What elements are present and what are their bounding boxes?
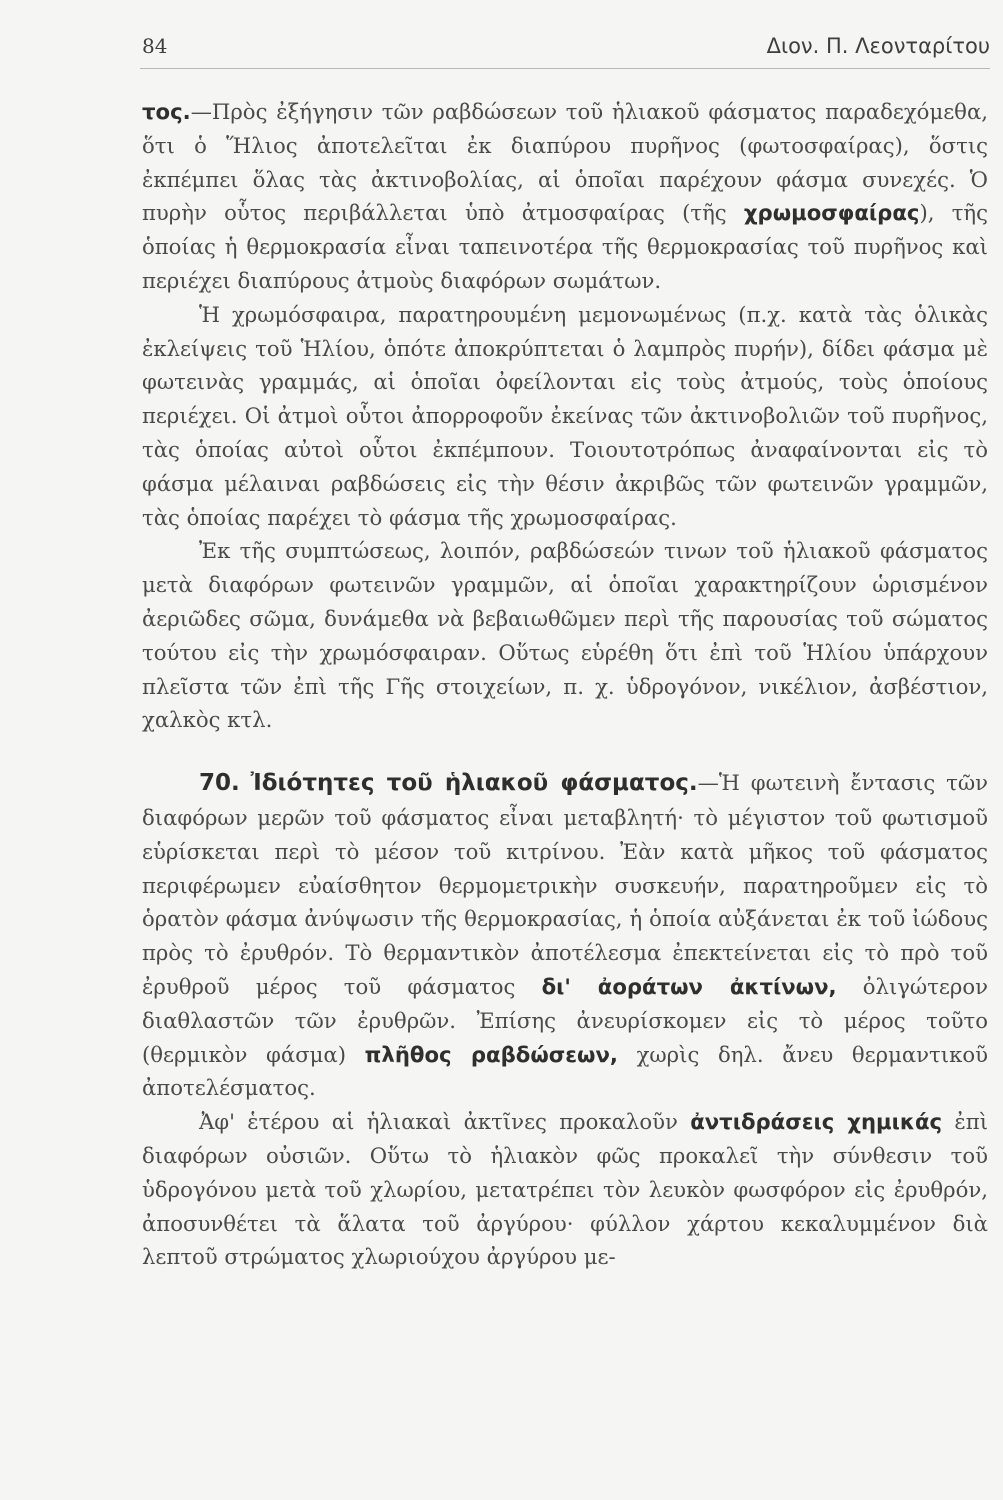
running-head: Διον. Π. Λεονταρίτου	[766, 34, 990, 58]
paragraph-1-text-a: —Πρὸς ἐξήγησιν τῶν ραβδώσεων τοῦ ἡλιακοῦ φάσματος παραδεχόμεθα, ὅτι ὁ Ἥλιος ἀποτελεῖται ἐκ διαπύρου πυρῆνος (φωτοσφαίρας), ὅστις ἐκπέμπει ὅλας τὰς ἀκτινοβολίας, αἱ ὁποῖαι παρέχουν φάσμα συνεχές. Ὁ πυρὴν οὗτος περιβάλλεται ὑπὸ ἀτμοσφαίρας (τῆς	[142, 99, 988, 226]
section-text-a: —Ἡ φωτεινὴ ἔντασις τῶν διαφόρων μερῶν τοῦ φάσματος εἶναι μεταβλητή· τὸ μέγιστον τοῦ φωτισμοῦ εὑρίσκεται περὶ τὸ μέσον τοῦ κιτρίνου. Ἐὰν κατὰ μῆκος τοῦ φάσματος περιφέρωμεν εὐαίσθητον θερμομετρικὴν συσκευήν, παρατηροῦμεν εἰς τὸ ὁρατὸν φάσμα ἀνύψωσιν τῆς θερμοκρασίας, ἡ ὁποία αὐξάνεται ἐκ τοῦ ἰώδους πρὸς τὸ ἐρυθρόν. Τὸ θερμαντικὸν ἀποτέλεσμα ἐπεκτείνεται εἰς τὸ πρὸ τοῦ ἐρυθροῦ μέρος τοῦ φάσματος	[142, 770, 988, 999]
section-text-c: χωρὶς δηλ. ἄνευ θερμαντικοῦ ἀποτελέσματος.	[142, 1041, 988, 1101]
section-text-b: ὀλιγώτερον διαθλαστῶν τῶν ἐρυθρῶν. Ἐπίσης ἀνευρίσκομεν εἰς τὸ μέρος τοῦτο (θερμικὸν φάσμα)	[142, 973, 988, 1067]
paragraph-5-text-a: Ἀφ' ἑτέρου αἱ ἡλιακαὶ ἀκτῖνες προκαλοῦν	[199, 1109, 691, 1135]
section-70	[142, 766, 988, 1105]
paragraph-3: Ἐκ τῆς συμπτώσεως, λοιπόν, ραβδώσεών τινων τοῦ ἡλιακοῦ φάσματος μετὰ διαφόρων φωτεινῶν γραμμῶν, αἱ ὁποῖαι χαρακτηρίζουν ὡρισμένον ἀεριῶδες σῶμα, δυνάμεθα νὰ βεβαιωθῶμεν περὶ τῆς παρουσίας τοῦ σώματος τούτου εἰς τὴν χρωμόσφαιραν. Οὕτως εὑρέθη ὅτι ἐπὶ τοῦ Ἡλίου ὑπάρχουν πλεῖστα τῶν ἐπὶ τῆς Γῆς στοιχείων, π. χ. ὑδρογόνον, νικέλιον, ἀσβέστιον, χαλκὸς κτλ.	[142, 538, 988, 733]
body-text	[142, 95, 988, 1274]
paragraph-5	[142, 1105, 988, 1274]
page-number: 84	[142, 34, 168, 58]
invisible-rays-term: δι' ἀοράτων ἀκτίνων,	[541, 973, 837, 999]
chromosphere-term: χρωμοσφαίρας	[743, 200, 920, 226]
paragraph-1	[142, 95, 988, 298]
page-header	[140, 34, 990, 69]
opening-bold-word: τος.	[142, 99, 191, 124]
many-bands-term: πλῆθος ραβδώσεων,	[364, 1041, 618, 1067]
paragraph-5-text-b: ἐπὶ διαφόρων οὐσιῶν. Οὕτω τὸ ἡλιακὸν φῶς προκαλεῖ τὴν σύνθεσιν τοῦ ὑδρογόνου μετὰ τοῦ χλωρίου, μετατρέπει τὸν λευκὸν φωσφόρον εἰς ἐρυθρόν, ἀποσυνθέτει τὰ ἅλατα τοῦ ἀργύρου· φύλλον χάρτου κεκαλυμμένον διὰ λεπτοῦ στρώματος χλωριούχου ἀργύρου με-	[142, 1109, 988, 1270]
section-number: 70.	[199, 770, 240, 797]
chemical-reactions-term: ἀντιδράσεις χημικάς	[690, 1109, 943, 1135]
paragraph-2: Ἡ χρωμόσφαιρα, παρατηρουμένη μεμονωμένως (π.χ. κατὰ τὰς ὁλικὰς ἐκλείψεις τοῦ Ἡλίου, ὁπότε ἀποκρύπτεται ὁ λαμπρὸς πυρήν), δίδει φάσμα μὲ φωτεινὰς γραμμάς, αἱ ὁποῖαι ὀφείλονται εἰς τοὺς ἀτμούς, τοὺς ὁποίους περιέχει. Οἱ ἀτμοὶ οὗτοι ἀπορροφοῦν ἐκείνας τῶν ἀκτινοβολιῶν τοῦ πυρῆνος, τὰς ὁποίας αὐτοὶ οὗτοι ἐκπέμπουν. Τοιουτοτρόπως ἀναφαίνονται εἰς τὸ φάσμα μέλαιναι ραβδώσεις εἰς τὴν θέσιν ἀκριβῶς τῶν φωτεινῶν γραμμῶν, τὰς ὁποίας παρέχει τὸ φάσμα τῆς χρωμοσφαίρας.	[142, 301, 988, 530]
section-title: Ἰδιότητες τοῦ ἡλιακοῦ φάσματος.	[250, 770, 698, 797]
paragraph-1-text-b: ), τῆς ὁποίας ἡ θερμοκρασία εἶναι ταπεινοτέρα τῆς θερμοκρασίας τοῦ πυρῆνος καὶ περιέχει διαπύρους ἀτμοὺς διαφόρων σωμάτων.	[142, 200, 988, 293]
